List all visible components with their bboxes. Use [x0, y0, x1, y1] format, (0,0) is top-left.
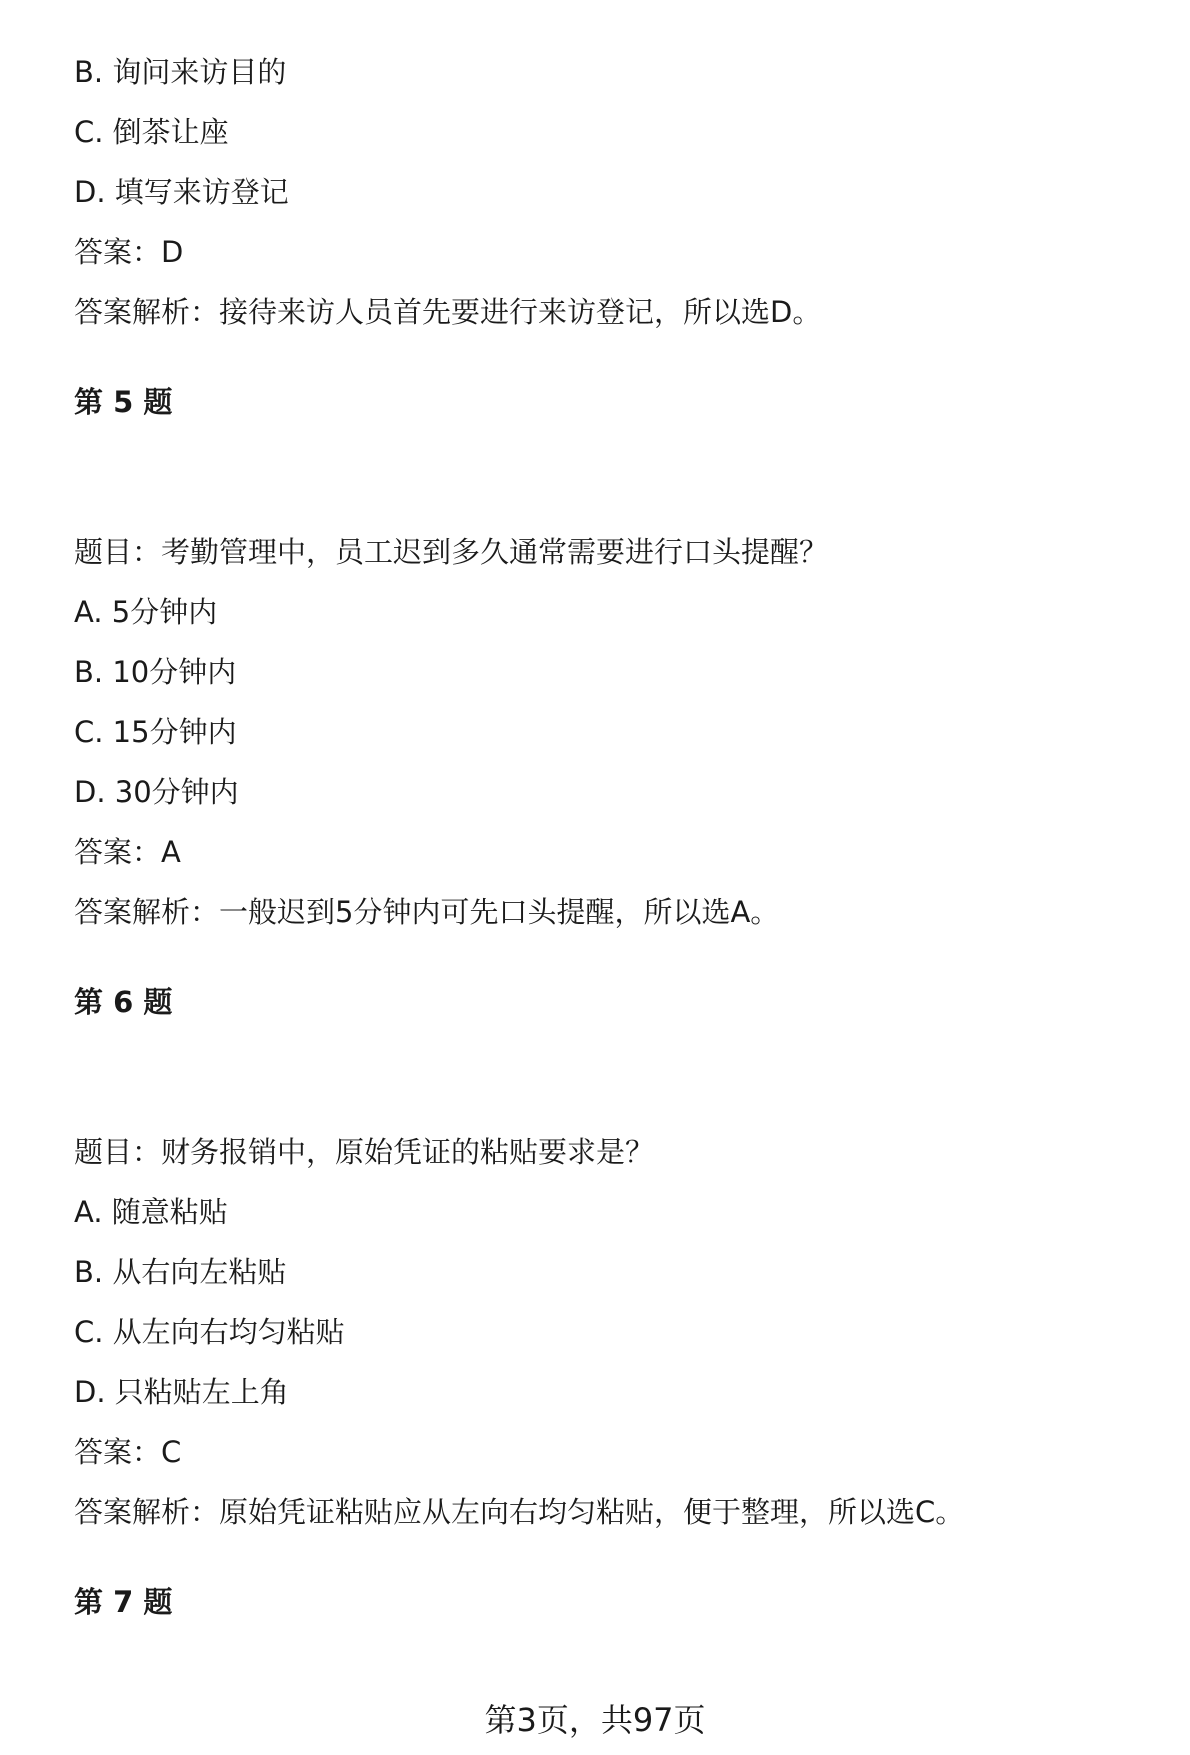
q5-option-b: B. 10分钟内	[74, 655, 237, 689]
q4-option-b: B. 询问来访目的	[74, 55, 287, 89]
q6-option-a: A. 随意粘贴	[74, 1195, 228, 1229]
q7-heading: 第 7 题	[74, 1585, 173, 1619]
q5-heading: 第 5 题	[74, 385, 173, 419]
q6-explanation: 答案解析：原始凭证粘贴应从左向右均匀粘贴，便于整理，所以选C。	[74, 1495, 965, 1529]
q5-option-a: A. 5分钟内	[74, 595, 218, 629]
q4-answer: 答案：D	[74, 235, 184, 269]
q5-option-d: D. 30分钟内	[74, 775, 239, 809]
q5-option-c: C. 15分钟内	[74, 715, 237, 749]
q5-explanation: 答案解析：一般迟到5分钟内可先口头提醒，所以选A。	[74, 895, 780, 929]
q4-option-c: C. 倒茶让座	[74, 115, 229, 149]
q6-question: 题目：财务报销中，原始凭证的粘贴要求是？	[74, 1135, 655, 1169]
q6-option-c: C. 从左向右均匀粘贴	[74, 1315, 345, 1349]
page-number-footer: 第3页，共97页	[484, 1701, 706, 1739]
q4-explanation: 答案解析：接待来访人员首先要进行来访登记，所以选D。	[74, 295, 822, 329]
q4-option-d: D. 填写来访登记	[74, 175, 289, 209]
q6-heading: 第 6 题	[74, 985, 173, 1019]
q5-question: 题目：考勤管理中，员工迟到多久通常需要进行口头提醒？	[74, 535, 829, 569]
q6-option-b: B. 从右向左粘贴	[74, 1255, 287, 1289]
q5-answer: 答案：A	[74, 835, 181, 869]
q6-option-d: D. 只粘贴左上角	[74, 1375, 289, 1409]
q6-answer: 答案：C	[74, 1435, 182, 1469]
